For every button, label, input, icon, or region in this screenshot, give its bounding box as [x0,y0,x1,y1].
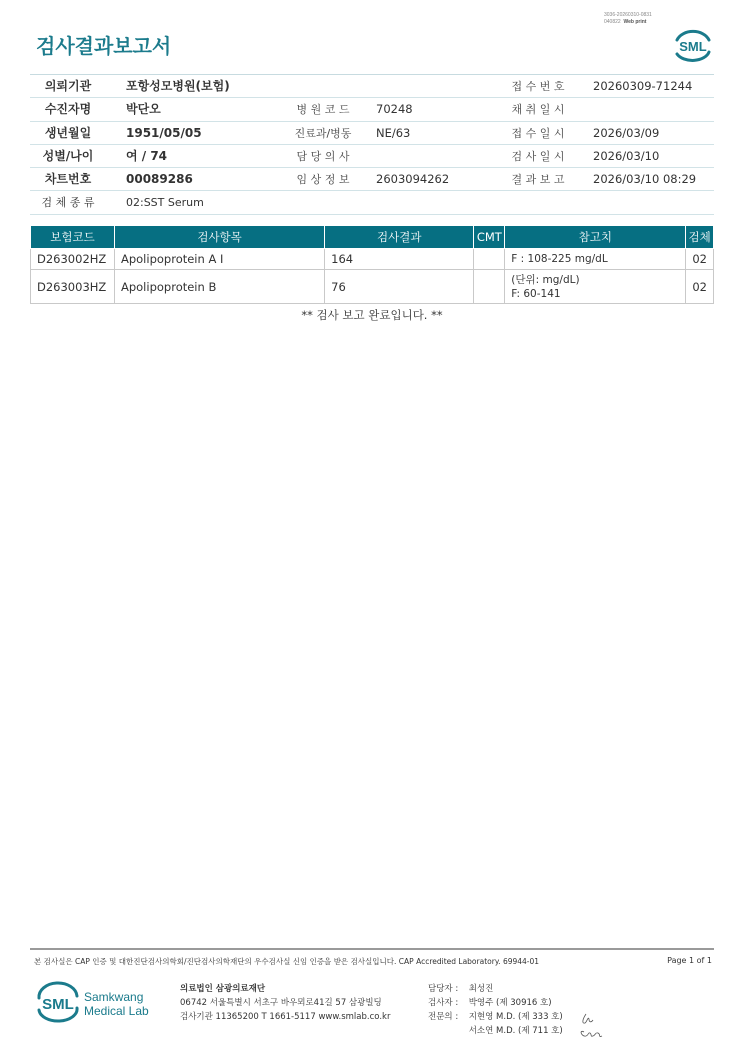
info-label: 성별/나이 [42,148,94,163]
info-row [30,75,714,98]
info-value: 2026/03/10 [593,148,660,163]
specimen-cell: 02 [686,249,714,270]
info-value: 박단오 [126,102,161,117]
reference-line: F: 60-141 [511,287,561,300]
info-row [30,168,714,191]
organization-address: 06742 서울특별시 서초구 바우뫼로41길 57 삼광빌딩 [180,998,382,1008]
info-value: 여 / 74 [126,148,168,163]
footer-divider [30,948,714,950]
insurance-code-cell: D263002HZ [31,249,115,270]
info-row [30,145,714,168]
samkwang-logo-icon [36,980,156,1024]
test-item-cell: Apolipoprotein B [114,270,324,304]
organization-contact: 검사기관 11365200 T 1661-5117 www.smlab.co.kr [180,1012,391,1022]
table-row [31,249,714,270]
staff-row [428,982,563,996]
info-value: 1951/05/05 [126,125,202,140]
reference-cell [505,249,686,270]
info-label: 차트번호 [44,172,92,187]
info-label: 임 상 정 보 [296,173,350,187]
logo-main-text: SML [42,996,74,1013]
web-print-label: Web print [623,19,647,25]
cmt-cell [474,270,505,304]
results-table [30,225,714,304]
info-label: 담 당 의 사 [296,149,350,163]
organization-info [180,982,390,1024]
organization-name: 의료법인 삼광의료재단 [180,984,266,994]
insurance-code-cell: D263003HZ [31,270,115,304]
column-header: 보험코드 [31,226,115,249]
info-row [30,98,714,121]
info-label: 생년월일 [44,125,92,140]
column-header: 검사결과 [325,226,474,249]
print-id [604,12,652,26]
reference-line: (단위: mg/dL) [511,273,580,286]
staff-role: 담당자 : [428,984,459,994]
info-value: 70248 [376,102,413,117]
table-row [31,270,714,304]
info-value: 00089286 [126,172,193,187]
staff-list [428,982,563,1038]
info-value: 2026/03/10 08:29 [593,172,697,187]
staff-row [428,1010,563,1024]
logo-line2: Medical Lab [84,1004,149,1018]
info-label: 접 수 번 호 [511,80,565,93]
staff-role: 검사자 : [428,998,459,1008]
info-value: NE/63 [376,125,411,140]
specimen-cell: 02 [686,270,714,304]
report-complete-note: ** 검사 보고 완료입니다. ** [301,308,443,322]
info-value: 2026/03/09 [593,125,660,140]
patient-info-table [30,74,714,215]
reference-cell [505,270,686,304]
info-value: 20260309-71244 [593,79,693,93]
column-header: CMT [474,226,505,249]
info-row [30,191,714,214]
staff-name: 최성진 [468,984,494,994]
cmt-cell [474,249,505,270]
info-label: 검 체 종 류 [41,196,95,210]
info-value: 2603094262 [376,172,450,187]
column-header: 검사항목 [114,226,324,249]
accreditation-note: 본 검사실은 CAP 인증 및 대한진단검사의학회/진단검사의학재단의 우수검사실 신임 인증을 받은 검사실입니다. CAP Accredited Laboratory. 69944-01 [34,957,540,966]
logo-line1: Samkwang [84,990,144,1004]
info-label: 채 취 일 시 [511,103,565,117]
result-cell: 164 [325,249,474,270]
logo-text: SML [679,39,707,54]
info-value: 포항성모병원(보험) [126,79,230,93]
signature-icon [576,1010,610,1042]
print-id-line2: 040822 [604,19,621,25]
info-label: 의뢰기관 [44,79,92,93]
reference-line: F : 108-225 mg/dL [511,253,608,265]
sml-logo-icon [672,26,714,64]
results-header-row [31,226,714,249]
info-label: 진료과/병동 [294,126,352,140]
result-cell: 76 [325,270,474,304]
column-header: 참고치 [505,226,686,249]
info-value: 02:SST Serum [126,196,204,210]
staff-row [428,1024,563,1038]
staff-name: 박영주 (제 30916 호) [468,998,552,1008]
page-title: 검사결과보고서 [36,34,172,58]
column-header: 검체 [686,226,714,249]
page-number: Page 1 of 1 [667,956,712,965]
info-label: 병 원 코 드 [296,103,350,117]
info-label: 수진자명 [44,102,92,117]
staff-row [428,996,563,1010]
print-id-line1: 3036-20260310-0831 [604,12,652,18]
info-row [30,122,714,145]
staff-role: 전문의 : [428,1012,459,1022]
staff-name: 서소연 M.D. (제 711 호) [468,1026,563,1036]
info-label: 검 사 일 시 [511,149,565,163]
info-label: 결 과 보 고 [511,173,565,187]
test-item-cell: Apolipoprotein A I [114,249,324,270]
info-label: 접 수 일 시 [511,126,565,140]
staff-name: 지현영 M.D. (제 333 호) [468,1012,563,1022]
